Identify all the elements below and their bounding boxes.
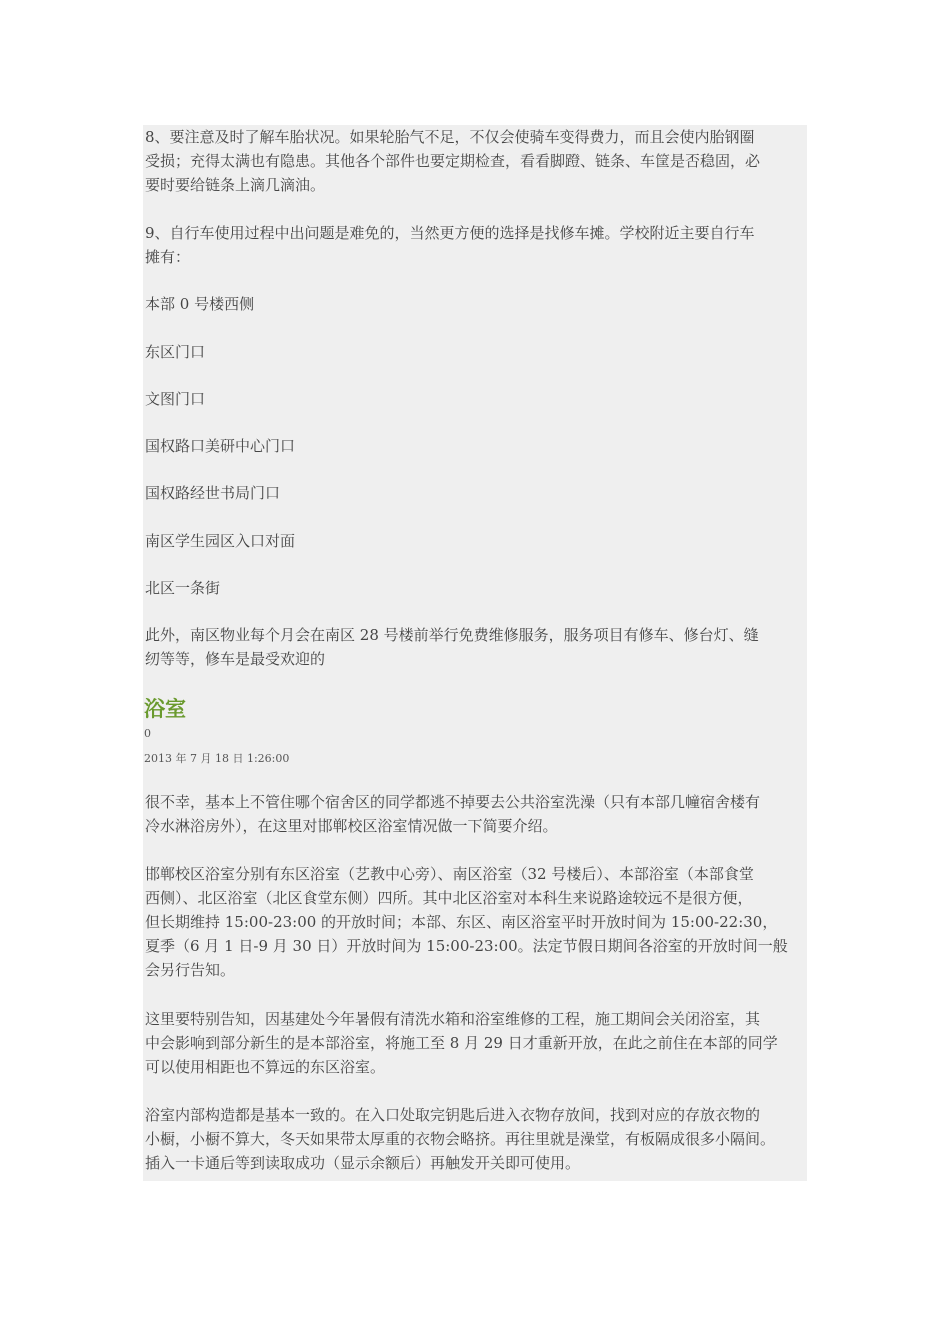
repair-stall-item: 东区门口 xyxy=(145,343,206,361)
section-title-bathroom: 浴室 xyxy=(144,697,186,721)
repair-stall-item: 国权路经世书局门口 xyxy=(145,484,281,502)
bike-tip-8-line-3: 要时要给链条上滴几滴油。 xyxy=(145,176,326,194)
bathroom-locations-line-4: 夏季（6 月 1 日-9 月 30 日）开放时间为 15:00-23:00。法定节假日期间各浴室的开放时间一般 xyxy=(145,937,788,955)
bike-tip-9-line-2: 摊有： xyxy=(145,248,191,266)
bathroom-locations-line-1: 邯郸校区浴室分别有东区浴室（艺教中心旁）、南区浴室（32 号楼后）、本部浴室（本部食堂 xyxy=(145,865,754,883)
bathroom-layout-line-1: 浴室内部构造都是基本一致的。在入口处取完钥匙后进入衣物存放间，找到对应的存放衣物的 xyxy=(145,1106,761,1124)
repair-stall-item: 本部 0 号楼西侧 xyxy=(145,295,255,313)
bathroom-locations-line-5: 会另行告知。 xyxy=(145,961,236,979)
bathroom-locations-line-3: 但长期维持 15:00-23:00 的开放时间；本部、东区、南区浴室平时开放时间为 15:00-22:30， xyxy=(145,913,778,931)
bike-tip-8-line-2: 受损；充得太满也有隐患。其他各个部件也要定期检查，看看脚蹬、链条、车筐是否稳固，必 xyxy=(145,152,761,170)
bathroom-intro-line-1: 很不幸，基本上不管住哪个宿舍区的同学都逃不掉要去公共浴室洗澡（只有本部几幢宿舍楼有 xyxy=(145,793,761,811)
bathroom-layout-line-2: 小橱，小橱不算大，冬天如果带太厚重的衣物会略挤。再往里就是澡堂，有板隔成很多小隔间。 xyxy=(145,1130,776,1148)
bike-tip-8-line-1: 8、要注意及时了解车胎状况。如果轮胎气不足，不仅会使骑车变得费力，而且会使内胎钢圈 xyxy=(145,128,755,146)
bathroom-notice-line-2: 中会影响到部分新生的是本部浴室，将施工至 8 月 29 日才重新开放，在此之前住在本部的同学 xyxy=(145,1034,778,1052)
bathroom-notice-line-3: 可以使用相距也不算远的东区浴室。 xyxy=(145,1058,386,1076)
comment-count: 0 xyxy=(144,727,151,740)
repair-stall-item: 国权路口美研中心门口 xyxy=(145,437,296,455)
bathroom-locations-line-2: 西侧）、北区浴室（北区食堂东侧）四所。其中北区浴室对本科生来说路途较远不是很方便， xyxy=(145,889,753,907)
bathroom-layout-line-3: 插入一卡通后等到读取成功（显示余额后）再触发开关即可使用。 xyxy=(145,1154,581,1172)
bike-tip-9-line-1: 9、自行车使用过程中出问题是难免的，当然更方便的选择是找修车摊。学校附近主要自行车 xyxy=(145,224,755,242)
repair-stall-item: 南区学生园区入口对面 xyxy=(145,532,296,550)
repair-stall-item: 北区一条街 xyxy=(145,579,221,597)
repair-stall-item: 文图门口 xyxy=(145,390,206,408)
repair-service-note-line-2: 纫等等，修车是最受欢迎的 xyxy=(145,650,326,668)
post-date: 2013 年 7 月 18 日 1:26:00 xyxy=(144,752,290,765)
bathroom-notice-line-1: 这里要特别告知，因基建处今年暑假有清洗水箱和浴室维修的工程，施工期间会关闭浴室，其 xyxy=(145,1010,761,1028)
bathroom-intro-line-2: 冷水淋浴房外），在这里对邯郸校区浴室情况做一下简要介绍。 xyxy=(145,817,558,835)
document-content xyxy=(143,125,807,1181)
repair-service-note-line-1: 此外，南区物业每个月会在南区 28 号楼前举行免费维修服务，服务项目有修车、修台灯、缝 xyxy=(145,626,759,644)
